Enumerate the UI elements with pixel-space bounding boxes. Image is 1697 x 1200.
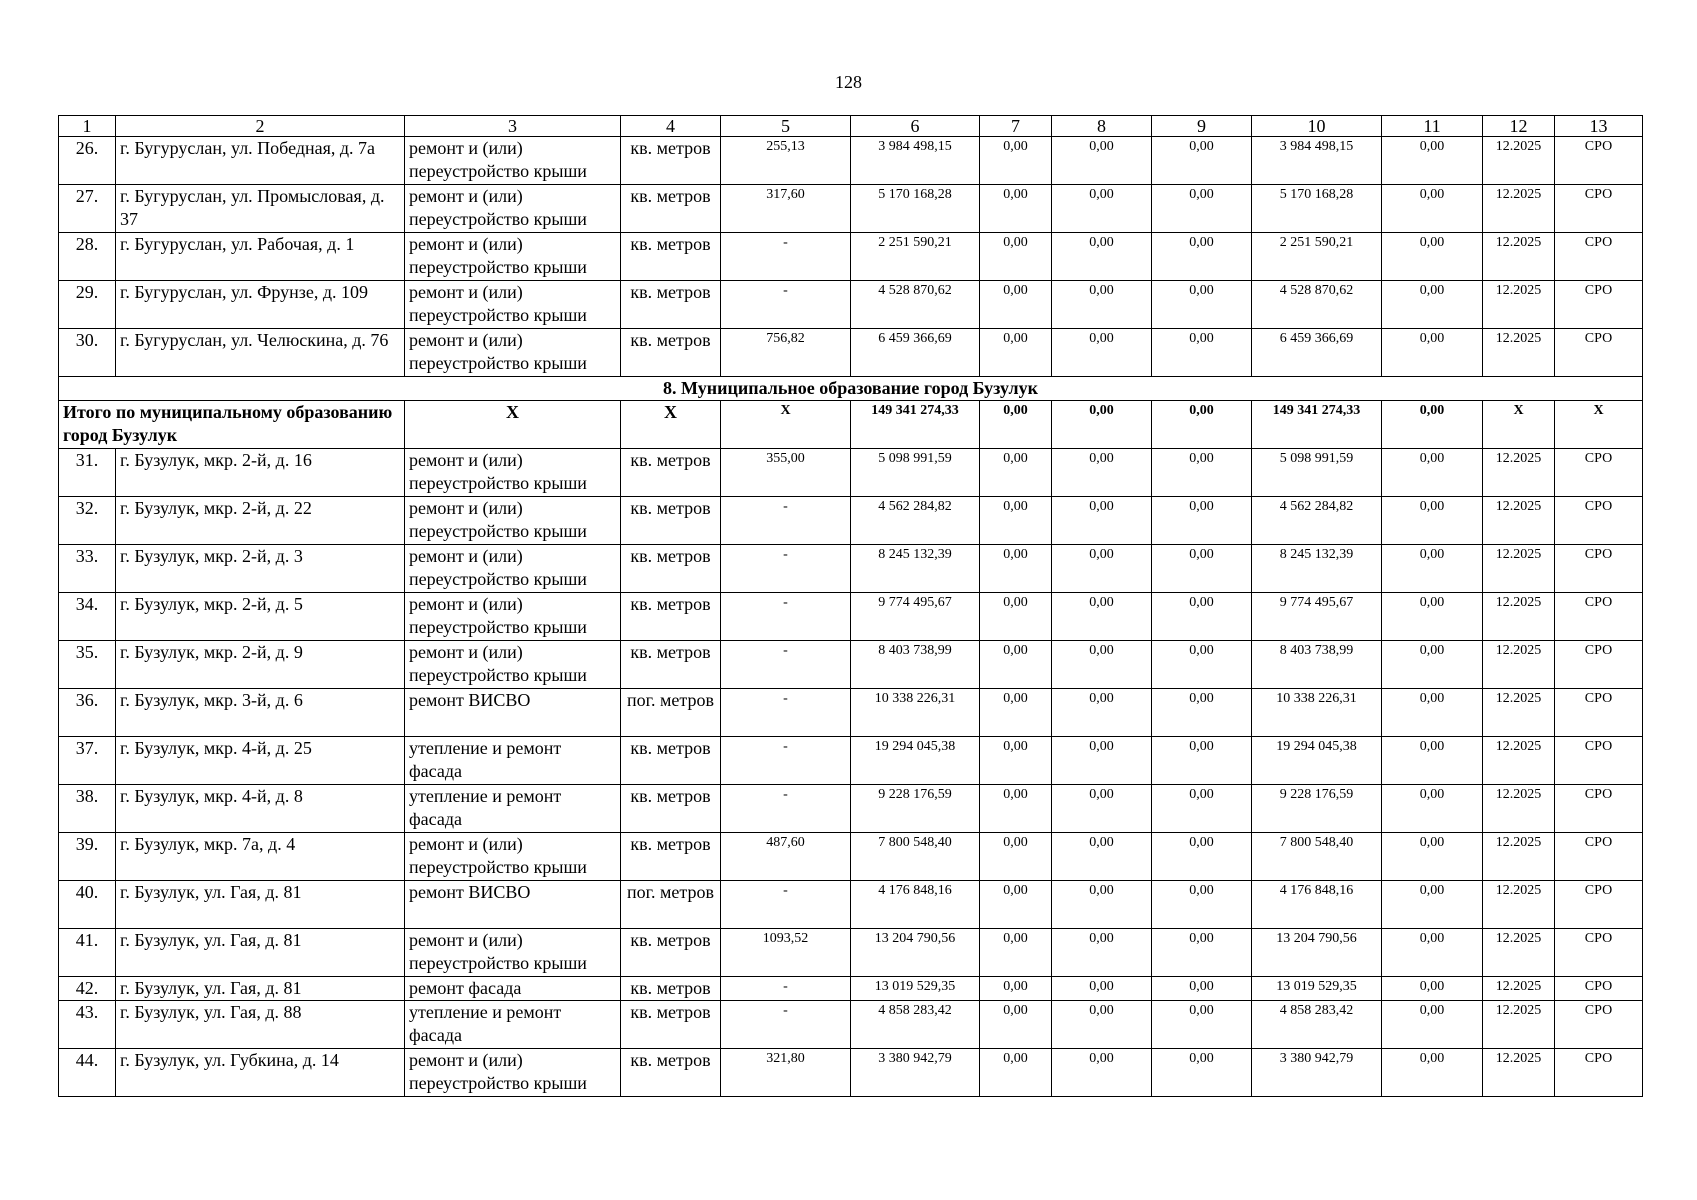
unit-cell: пог. метров [621,689,721,737]
address-cell: г. Бузулук, ул. Гая, д. 88 [116,1001,405,1049]
row-number: 40. [59,881,116,929]
completion-date-cell: 12.2025 [1483,1001,1555,1049]
completion-date-cell: 12.2025 [1483,977,1555,1001]
work-type-cell: ремонт и (или) переустройство крыши [405,833,621,881]
fund-cell: 0,00 [980,641,1052,689]
fund-cell: 0,00 [1382,545,1483,593]
address-cell: г. Бугуруслан, ул. Рабочая, д. 1 [116,233,405,281]
fund-cell: 0,00 [1052,641,1152,689]
area-cell: 487,60 [721,833,851,881]
page-number: 128 [835,72,862,92]
subtotal-cell: Х [1483,401,1555,449]
area-cell: - [721,689,851,737]
owner-funds-cell: 3 984 498,15 [1252,137,1382,185]
method-cell: СРО [1555,497,1643,545]
address-cell: г. Бузулук, ул. Гая, д. 81 [116,881,405,929]
unit-cell: кв. метров [621,929,721,977]
row-number: 27. [59,185,116,233]
fund-cell: 0,00 [1052,185,1152,233]
completion-date-cell: 12.2025 [1483,497,1555,545]
subtotal-cell: 149 341 274,33 [851,401,980,449]
fund-cell: 0,00 [980,929,1052,977]
fund-cell: 0,00 [980,737,1052,785]
fund-cell: 0,00 [1052,929,1152,977]
total-cost-cell: 4 528 870,62 [851,281,980,329]
fund-cell: 0,00 [1052,737,1152,785]
owner-funds-cell: 8 403 738,99 [1252,641,1382,689]
subtotal-label: Итого по муниципальному образованию город Бузулук [59,401,405,449]
column-number-header: 13 [1555,116,1643,137]
owner-funds-cell: 13 204 790,56 [1252,929,1382,977]
unit-cell: кв. метров [621,833,721,881]
address-cell: г. Бугуруслан, ул. Челюскина, д. 76 [116,329,405,377]
completion-date-cell: 12.2025 [1483,833,1555,881]
total-cost-cell: 9 774 495,67 [851,593,980,641]
fund-cell: 0,00 [1382,281,1483,329]
address-cell: г. Бузулук, ул. Гая, д. 81 [116,929,405,977]
fund-cell: 0,00 [1052,593,1152,641]
completion-date-cell: 12.2025 [1483,737,1555,785]
fund-cell: 0,00 [1382,185,1483,233]
fund-cell: 0,00 [980,689,1052,737]
address-cell: г. Бузулук, ул. Гая, д. 81 [116,977,405,1001]
total-cost-cell: 13 019 529,35 [851,977,980,1001]
work-type-cell: ремонт и (или) переустройство крыши [405,233,621,281]
fund-cell: 0,00 [980,1049,1052,1097]
owner-funds-cell: 9 774 495,67 [1252,593,1382,641]
fund-cell: 0,00 [1152,329,1252,377]
column-number-header: 9 [1152,116,1252,137]
work-type-cell: утепление и ремонт фасада [405,737,621,785]
subtotal-cell: Х [1555,401,1643,449]
subtotal-cell: 0,00 [1052,401,1152,449]
column-number-header: 8 [1052,116,1152,137]
address-cell: г. Бузулук, мкр. 3-й, д. 6 [116,689,405,737]
owner-funds-cell: 19 294 045,38 [1252,737,1382,785]
row-number: 31. [59,449,116,497]
work-type-cell: ремонт и (или) переустройство крыши [405,137,621,185]
table-row [59,737,1643,785]
fund-cell: 0,00 [1152,545,1252,593]
total-cost-cell: 2 251 590,21 [851,233,980,281]
fund-cell: 0,00 [1052,833,1152,881]
table-row [59,833,1643,881]
work-type-cell: ремонт и (или) переустройство крыши [405,281,621,329]
subtotal-cell: 0,00 [1152,401,1252,449]
address-cell: г. Бузулук, мкр. 7а, д. 4 [116,833,405,881]
address-cell: г. Бузулук, мкр. 2-й, д. 22 [116,497,405,545]
total-cost-cell: 4 562 284,82 [851,497,980,545]
fund-cell: 0,00 [1152,929,1252,977]
fund-cell: 0,00 [1052,545,1152,593]
completion-date-cell: 12.2025 [1483,785,1555,833]
work-type-cell: ремонт и (или) переустройство крыши [405,1049,621,1097]
completion-date-cell: 12.2025 [1483,929,1555,977]
fund-cell: 0,00 [1382,1049,1483,1097]
fund-cell: 0,00 [1152,137,1252,185]
fund-cell: 0,00 [1382,833,1483,881]
fund-cell: 0,00 [1382,137,1483,185]
method-cell: СРО [1555,641,1643,689]
method-cell: СРО [1555,881,1643,929]
owner-funds-cell: 3 380 942,79 [1252,1049,1382,1097]
total-cost-cell: 8 245 132,39 [851,545,980,593]
column-number-row [59,116,1643,137]
row-number: 30. [59,329,116,377]
table-row [59,1049,1643,1097]
method-cell: СРО [1555,281,1643,329]
row-number: 41. [59,929,116,977]
fund-cell: 0,00 [1382,881,1483,929]
table-row [59,881,1643,929]
address-cell: г. Бузулук, мкр. 2-й, д. 16 [116,449,405,497]
total-cost-cell: 13 204 790,56 [851,929,980,977]
fund-cell: 0,00 [1152,449,1252,497]
address-cell: г. Бузулук, мкр. 4-й, д. 25 [116,737,405,785]
address-cell: г. Бузулук, ул. Губкина, д. 14 [116,1049,405,1097]
fund-cell: 0,00 [980,497,1052,545]
fund-cell: 0,00 [980,233,1052,281]
work-type-cell: ремонт и (или) переустройство крыши [405,497,621,545]
address-cell: г. Бузулук, мкр. 2-й, д. 9 [116,641,405,689]
area-cell: - [721,881,851,929]
work-type-cell: утепление и ремонт фасада [405,1001,621,1049]
owner-funds-cell: 2 251 590,21 [1252,233,1382,281]
work-type-cell: ремонт ВИСВО [405,881,621,929]
method-cell: СРО [1555,785,1643,833]
unit-cell: кв. метров [621,449,721,497]
fund-cell: 0,00 [1052,137,1152,185]
unit-cell: кв. метров [621,137,721,185]
fund-cell: 0,00 [980,833,1052,881]
table-row [59,281,1643,329]
method-cell: СРО [1555,1001,1643,1049]
row-number: 26. [59,137,116,185]
total-cost-cell: 4 858 283,42 [851,1001,980,1049]
column-number-header: 3 [405,116,621,137]
table-row [59,929,1643,977]
fund-cell: 0,00 [1052,785,1152,833]
fund-cell: 0,00 [1052,497,1152,545]
method-cell: СРО [1555,689,1643,737]
fund-cell: 0,00 [980,329,1052,377]
completion-date-cell: 12.2025 [1483,449,1555,497]
address-cell: г. Бузулук, мкр. 2-й, д. 3 [116,545,405,593]
column-number-header: 6 [851,116,980,137]
address-cell: г. Бугуруслан, ул. Фрунзе, д. 109 [116,281,405,329]
fund-cell: 0,00 [980,1001,1052,1049]
unit-cell: кв. метров [621,977,721,1001]
fund-cell: 0,00 [1052,689,1152,737]
unit-cell: кв. метров [621,329,721,377]
total-cost-cell: 7 800 548,40 [851,833,980,881]
fund-cell: 0,00 [980,785,1052,833]
fund-cell: 0,00 [1052,281,1152,329]
subtotal-cell: 0,00 [1382,401,1483,449]
method-cell: СРО [1555,233,1643,281]
fund-cell: 0,00 [980,137,1052,185]
column-number-header: 5 [721,116,851,137]
row-number: 43. [59,1001,116,1049]
area-cell: 756,82 [721,329,851,377]
unit-cell: кв. метров [621,1001,721,1049]
fund-cell: 0,00 [1382,737,1483,785]
fund-cell: 0,00 [1382,641,1483,689]
unit-cell: кв. метров [621,185,721,233]
completion-date-cell: 12.2025 [1483,881,1555,929]
owner-funds-cell: 5 170 168,28 [1252,185,1382,233]
work-type-cell: ремонт и (или) переустройство крыши [405,545,621,593]
unit-cell: кв. метров [621,545,721,593]
table-row [59,1001,1643,1049]
unit-cell: кв. метров [621,497,721,545]
area-cell: - [721,737,851,785]
fund-cell: 0,00 [1052,449,1152,497]
fund-cell: 0,00 [1152,593,1252,641]
row-number: 38. [59,785,116,833]
row-number: 28. [59,233,116,281]
unit-cell: кв. метров [621,281,721,329]
repair-register-table [58,115,1643,1097]
method-cell: СРО [1555,593,1643,641]
total-cost-cell: 5 170 168,28 [851,185,980,233]
owner-funds-cell: 7 800 548,40 [1252,833,1382,881]
area-cell: 317,60 [721,185,851,233]
row-number: 39. [59,833,116,881]
fund-cell: 0,00 [1052,1001,1152,1049]
row-number: 37. [59,737,116,785]
completion-date-cell: 12.2025 [1483,281,1555,329]
section-row [59,377,1643,401]
method-cell: СРО [1555,929,1643,977]
fund-cell: 0,00 [1152,641,1252,689]
method-cell: СРО [1555,545,1643,593]
fund-cell: 0,00 [1382,929,1483,977]
table-row [59,497,1643,545]
owner-funds-cell: 10 338 226,31 [1252,689,1382,737]
area-cell: 1093,52 [721,929,851,977]
subtotal-row [59,401,1643,449]
column-number-header: 11 [1382,116,1483,137]
method-cell: СРО [1555,449,1643,497]
total-cost-cell: 19 294 045,38 [851,737,980,785]
fund-cell: 0,00 [1152,833,1252,881]
work-type-cell: ремонт и (или) переустройство крыши [405,185,621,233]
unit-cell: кв. метров [621,641,721,689]
total-cost-cell: 10 338 226,31 [851,689,980,737]
fund-cell: 0,00 [980,545,1052,593]
area-cell: - [721,1001,851,1049]
area-cell: - [721,785,851,833]
table-row [59,641,1643,689]
method-cell: СРО [1555,833,1643,881]
owner-funds-cell: 6 459 366,69 [1252,329,1382,377]
owner-funds-cell: 13 019 529,35 [1252,977,1382,1001]
total-cost-cell: 8 403 738,99 [851,641,980,689]
address-cell: г. Бугуруслан, ул. Победная, д. 7а [116,137,405,185]
fund-cell: 0,00 [1382,977,1483,1001]
fund-cell: 0,00 [1052,329,1152,377]
total-cost-cell: 5 098 991,59 [851,449,980,497]
table-row [59,593,1643,641]
completion-date-cell: 12.2025 [1483,233,1555,281]
unit-cell: кв. метров [621,785,721,833]
unit-cell: кв. метров [621,1049,721,1097]
total-cost-cell: 9 228 176,59 [851,785,980,833]
table-row [59,689,1643,737]
table-row [59,329,1643,377]
completion-date-cell: 12.2025 [1483,1049,1555,1097]
area-cell: - [721,281,851,329]
unit-cell: пог. метров [621,881,721,929]
fund-cell: 0,00 [1152,977,1252,1001]
work-type-cell: ремонт и (или) переустройство крыши [405,449,621,497]
completion-date-cell: 12.2025 [1483,137,1555,185]
column-number-header: 2 [116,116,405,137]
area-cell: - [721,497,851,545]
address-cell: г. Бузулук, мкр. 2-й, д. 5 [116,593,405,641]
table-row [59,785,1643,833]
fund-cell: 0,00 [1152,737,1252,785]
owner-funds-cell: 9 228 176,59 [1252,785,1382,833]
table-row [59,545,1643,593]
fund-cell: 0,00 [1052,1049,1152,1097]
area-cell: 355,00 [721,449,851,497]
fund-cell: 0,00 [1052,977,1152,1001]
unit-cell: кв. метров [621,233,721,281]
method-cell: СРО [1555,1049,1643,1097]
area-cell: - [721,641,851,689]
total-cost-cell: 3 984 498,15 [851,137,980,185]
completion-date-cell: 12.2025 [1483,185,1555,233]
unit-cell: кв. метров [621,737,721,785]
completion-date-cell: 12.2025 [1483,545,1555,593]
table-row [59,233,1643,281]
area-cell: - [721,545,851,593]
fund-cell: 0,00 [1382,1001,1483,1049]
fund-cell: 0,00 [1152,233,1252,281]
fund-cell: 0,00 [1152,1049,1252,1097]
row-number: 29. [59,281,116,329]
owner-funds-cell: 4 562 284,82 [1252,497,1382,545]
area-cell: - [721,233,851,281]
fund-cell: 0,00 [1152,881,1252,929]
column-number-header: 10 [1252,116,1382,137]
subtotal-cell: Х [721,401,851,449]
work-type-cell: ремонт и (или) переустройство крыши [405,329,621,377]
fund-cell: 0,00 [1152,785,1252,833]
completion-date-cell: 12.2025 [1483,689,1555,737]
owner-funds-cell: 4 176 848,16 [1252,881,1382,929]
work-type-cell: ремонт и (или) переустройство крыши [405,929,621,977]
fund-cell: 0,00 [980,881,1052,929]
unit-cell: кв. метров [621,593,721,641]
total-cost-cell: 4 176 848,16 [851,881,980,929]
work-type-cell: ремонт и (или) переустройство крыши [405,641,621,689]
fund-cell: 0,00 [980,449,1052,497]
fund-cell: 0,00 [1382,689,1483,737]
method-cell: СРО [1555,329,1643,377]
row-number: 34. [59,593,116,641]
owner-funds-cell: 5 098 991,59 [1252,449,1382,497]
fund-cell: 0,00 [1052,233,1152,281]
table-row [59,137,1643,185]
area-cell: 321,80 [721,1049,851,1097]
row-number: 32. [59,497,116,545]
method-cell: СРО [1555,977,1643,1001]
row-number: 33. [59,545,116,593]
fund-cell: 0,00 [1152,185,1252,233]
address-cell: г. Бузулук, мкр. 4-й, д. 8 [116,785,405,833]
column-number-header: 12 [1483,116,1555,137]
fund-cell: 0,00 [1152,281,1252,329]
work-type-cell: ремонт фасада [405,977,621,1001]
subtotal-cell: Х [621,401,721,449]
fund-cell: 0,00 [1382,449,1483,497]
row-number: 42. [59,977,116,1001]
area-cell: 255,13 [721,137,851,185]
fund-cell: 0,00 [980,977,1052,1001]
section-heading: 8. Муниципальное образование город Бузулук [59,377,1643,401]
fund-cell: 0,00 [1052,881,1152,929]
column-number-header: 4 [621,116,721,137]
completion-date-cell: 12.2025 [1483,329,1555,377]
work-type-cell: утепление и ремонт фасада [405,785,621,833]
total-cost-cell: 6 459 366,69 [851,329,980,377]
method-cell: СРО [1555,137,1643,185]
fund-cell: 0,00 [1382,593,1483,641]
row-number: 36. [59,689,116,737]
total-cost-cell: 3 380 942,79 [851,1049,980,1097]
column-number-header: 1 [59,116,116,137]
work-type-cell: ремонт ВИСВО [405,689,621,737]
subtotal-cell: 149 341 274,33 [1252,401,1382,449]
fund-cell: 0,00 [1152,497,1252,545]
completion-date-cell: 12.2025 [1483,641,1555,689]
row-number: 44. [59,1049,116,1097]
fund-cell: 0,00 [1382,497,1483,545]
subtotal-cell: Х [405,401,621,449]
fund-cell: 0,00 [980,185,1052,233]
fund-cell: 0,00 [1152,689,1252,737]
method-cell: СРО [1555,185,1643,233]
area-cell: - [721,977,851,1001]
row-number: 35. [59,641,116,689]
completion-date-cell: 12.2025 [1483,593,1555,641]
table-row [59,185,1643,233]
subtotal-cell: 0,00 [980,401,1052,449]
owner-funds-cell: 8 245 132,39 [1252,545,1382,593]
table-row [59,449,1643,497]
fund-cell: 0,00 [1152,1001,1252,1049]
table-row [59,977,1643,1001]
fund-cell: 0,00 [980,593,1052,641]
method-cell: СРО [1555,737,1643,785]
fund-cell: 0,00 [1382,785,1483,833]
owner-funds-cell: 4 528 870,62 [1252,281,1382,329]
owner-funds-cell: 4 858 283,42 [1252,1001,1382,1049]
column-number-header: 7 [980,116,1052,137]
address-cell: г. Бугуруслан, ул. Промысловая, д. 37 [116,185,405,233]
fund-cell: 0,00 [1382,329,1483,377]
work-type-cell: ремонт и (или) переустройство крыши [405,593,621,641]
fund-cell: 0,00 [1382,233,1483,281]
fund-cell: 0,00 [980,281,1052,329]
area-cell: - [721,593,851,641]
